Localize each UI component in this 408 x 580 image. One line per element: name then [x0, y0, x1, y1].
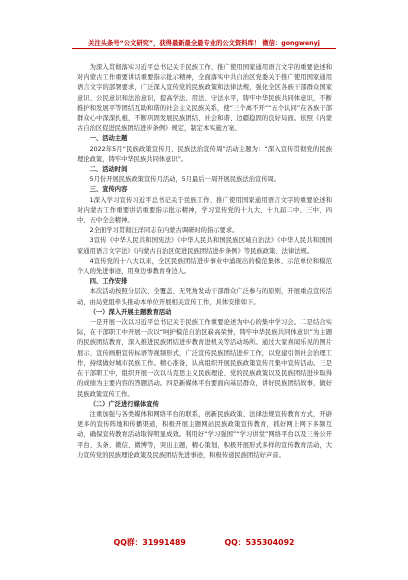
top-banner: 关注头条号“公文研究”，获得最新最全最专业的公文资料库！ 微信：gongwenyj — [88, 40, 320, 47]
arrangement-paragraph: 本次活动按照分层次、全覆盖、无死角发动干部群众广泛参与的原则，开展重点宣传活动，由局党组牵头推动本单位开展相关宣传工作，具体安排如下。 — [77, 288, 332, 306]
content-item-4: 4宣传党的十八大以来，全区民族团结进步事业中涌现出的模范集体、示范单位和模范个人的先进事迹，用身边事教育身边人。 — [77, 257, 332, 276]
education-paragraph: 一是开展一次以习近平总书记关于民族工作重要论述为中心的集中学习会。二是结合实际，在干部职工中开展一次以“呵护模范自治区崭高荣誉，铸牢中华民族共同体意识”为主题的民族团结教育，深入推进民族团结进步教育进机关等活动场所。通过大家喜闻乐见的图片展示、宣传画册宣传标语等视频形式，广泛宣传民族团结进步工作，以党建引领社会治理工作，持续做好城市民族工作。精心准备，认真组织开展民族政策宣传月集中宣传活动。三是在干部职工中，组织开展一次以马克思主义民族理论、党的民族政策以及民族团结进步取得的成绩为主要内容的答题活动。四是新媒体平台要面向基层群众，讲好民族团结故事，做好民族政策宣传工作。 — [77, 319, 332, 398]
time-paragraph: 5月份开展民族政策宣传月活动，5月最后一周开展民族法治宣传周。 — [89, 176, 281, 184]
content-item-3: 3宣传《中华人民共和国宪法》《中华人民共和国民族区域自治法》《中华人民共和国国家通用语言文字法》《内蒙古自治区促进民族团结进步条例》等民族政策、法律法规。 — [77, 237, 332, 255]
section-heading-arrangement: 四、工作安排 — [89, 278, 128, 286]
document-body — [77, 63, 332, 461]
subheading-media: （二）广泛进行媒体宣传 — [89, 400, 159, 408]
section-heading-time: 二、活动时间 — [89, 166, 128, 174]
qq-group-text: QQ群：31991489 — [113, 538, 186, 547]
qq-number-text: QQ：535304092 — [224, 538, 295, 547]
theme-paragraph: 2022年5月“民族政策宣传月、民族法治宣传周”活动主题为：“深入宣传贯彻党的民族理论政策，铸牢中华民族共同体意识”。 — [77, 145, 332, 163]
section-heading-theme: 一、活动主题 — [89, 135, 128, 143]
media-paragraph: 注重加强与各类媒体和网络平台的联系，创新民族政策、法律法规宣传教育方式，开辟更多的宣传阵地和传播渠道，积极开展主题网站民族政策宣传教育，抓好网上网下多频互动，确保宣传教育活动取得明显成效。利用好“学习强国”“学习讲堂”网络平台以及三务公开平台、头条、微信、微博等，突出主题，精心策划，积极开展形式多样的宣传教育活动，大力宣传党的民族理论政策及民族团结先进事迹，积极传递民族团结好声音。 — [77, 410, 332, 459]
intro-paragraph: 为深入贯彻落实习近平总书记关于民族工作、推广使用国家通用语言文字的重要论述和对内蒙古工作重要讲话重要指示批示精神，全面落实中共自治区党委关于推广使用国家通用语言文字的部署要求，广泛深入宣传党的民族政策和法律法规，强化全区各族干部群众国家意识、公民意识和法治意识，提高学法、用法、守法水平，铸牢中华民族共同体意识，不断推护和发展平等团结互助和谐的社会主义民族关系，使“三个离不开”“五个认同”在各族干部群众心中深深扎根，不断巩固发展民族团结、社会和谐、边疆稳固的良好局面。依照《内蒙古自治区促进民族团结进步条例》规定，制定本实施方案。 — [77, 64, 332, 133]
content-item-2: 2全面学习贯彻汪洋同志在内蒙古调研时的指示要求。 — [89, 227, 239, 235]
banner-underline — [72, 48, 336, 49]
section-heading-content: 三、宣传内容 — [89, 186, 128, 194]
subheading-education: （一）深入开展主题教育活动 — [89, 308, 172, 316]
footer-contact — [0, 537, 408, 548]
content-item-1: 1深入学习宣传习近平总书记关于民族工作、推广使用国家通用语言文字的重要论述和对内蒙古工作重要讲话重要指示批示精神，学习宣传党的十九大、十九届二中、三中、四中、五中全会精神。 — [77, 196, 332, 225]
